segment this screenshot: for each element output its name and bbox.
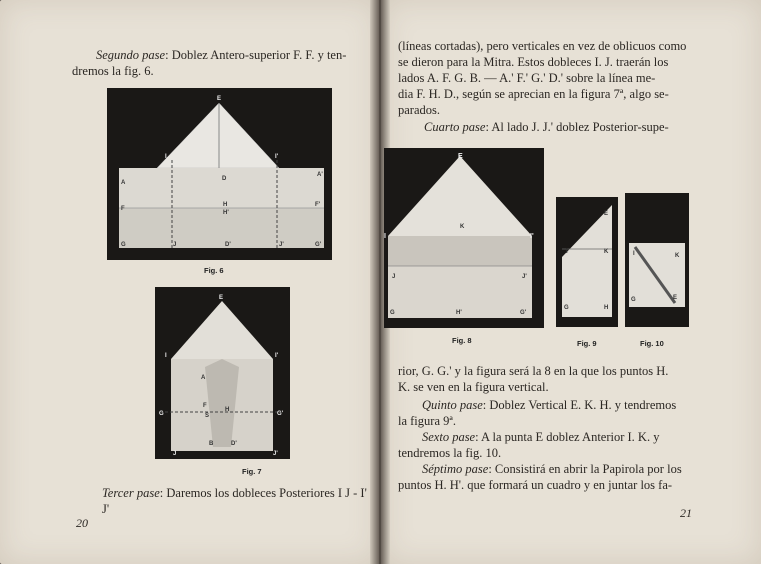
figure-6-photo [107,88,332,260]
svg-text:K: K [460,224,465,230]
figure-8-drawing [384,148,544,328]
svg-text:E: E [217,96,222,102]
septimo-pase-paragraph [398,461,690,493]
svg-text:H: H [225,407,230,413]
left-page [0,0,378,564]
figure-8-photo [384,148,544,328]
svg-text:J': J' [522,274,527,280]
svg-text:G': G' [277,411,284,417]
svg-text:D': D' [225,242,231,248]
svg-text:I: I [165,353,167,359]
figure-10-caption: Fig. 10 [640,339,664,348]
figure-7-caption: Fig. 7 [242,467,262,476]
svg-text:E: E [219,295,224,301]
svg-text:H': H' [223,210,229,216]
figure-9-drawing [556,197,618,327]
svg-text:J: J [173,242,177,248]
segundo-pase-paragraph [96,47,362,63]
svg-text:G': G' [520,310,527,316]
svg-text:I': I' [275,154,279,160]
right-line-2: se dieron para la Mitra. Estos dobleces I. J. traerán los [398,55,669,69]
quinto-pase-text: : Doblez Vertical E. K. H. y tendremos [482,398,677,412]
segundo-pase-line2: dremos la fig. 6. [72,64,154,78]
svg-text:G: G [564,305,569,311]
figure-7-photo [155,287,290,459]
cuarto-pase-paragraph [424,119,692,135]
septimo-pase-text: : Consistirá en abrir la Papirola por los [488,462,682,476]
right-line-1: (líneas cortadas), pero verticales en vez de oblicuos como [398,39,687,53]
svg-text:D': D' [231,441,237,447]
svg-text:G': G' [315,242,322,248]
svg-text:A': A' [317,172,323,178]
svg-text:I': I' [530,233,534,240]
svg-text:E: E [458,153,463,160]
septimo-pase-line2: puntos H. H'. que formará un cuadro y en juntar los fa- [398,478,673,492]
svg-text:A: A [121,180,126,186]
svg-text:H: H [223,202,228,208]
svg-text:H: H [604,305,609,311]
svg-text:D: D [222,176,227,182]
figure-9-caption: Fig. 9 [577,339,597,348]
septimo-pase-label: Séptimo pase [422,462,489,476]
right-line-4: dia F. H. D., según se aprecian en la figura 7ª, algo se- [398,87,669,101]
figure-9-photo [556,197,618,327]
svg-text:B: B [209,441,214,447]
svg-text:G: G [159,411,164,417]
left-page-number: 20 [76,516,88,530]
quinto-pase-paragraph [398,397,690,429]
svg-text:G: G [121,242,126,248]
figure-8-caption: Fig. 8 [452,336,472,345]
tercer-pase-label: Tercer pase [102,486,160,500]
quinto-pase-line2: la figura 9ª. [398,414,456,428]
svg-text:A: A [201,375,206,381]
tercer-pase-paragraph [102,485,372,517]
figure-6-caption: Fig. 6 [204,266,224,275]
svg-text:F: F [121,206,125,212]
quinto-pase-label: Quinto pase [422,398,483,412]
svg-text:E: E [673,295,678,301]
figure-10-drawing [625,193,689,327]
sexto-pase-line2: tendremos la fig. 10. [398,446,502,460]
right-top-text [398,38,690,118]
sexto-pase-text: : A la punta E doblez Anterior I. K. y [475,430,660,444]
svg-text:J: J [173,451,177,457]
svg-text:I: I [566,249,568,255]
svg-text:E: E [604,211,609,217]
svg-text:F: F [203,403,207,409]
segundo-pase-text: : Doblez Antero-superior F. F. y ten- [165,48,347,62]
figure-6-drawing [107,88,332,260]
right-page-number: 21 [680,506,692,520]
svg-text:S: S [205,413,210,419]
svg-text:I: I [165,154,167,160]
right-mid-line-2: K. se ven en la figura vertical. [398,380,549,394]
svg-text:K: K [604,249,609,255]
svg-text:J: J [392,274,396,280]
svg-text:I': I' [275,353,279,359]
right-mid-line-1: rior, G. G.' y la figura será la 8 en la que los puntos H. [398,364,669,378]
segundo-pase-label: Segundo pase [96,48,166,62]
sexto-pase-label: Sexto pase [422,430,476,444]
right-line-5: parados. [398,103,440,117]
svg-text:I: I [633,251,635,257]
svg-text:I: I [384,233,386,240]
right-line-3: lados A. F. G. B. — A.' F.' G.' D.' sobre la línea me- [398,71,656,85]
cuarto-pase-text: : Al lado J. J.' doblez Posterior-supe- [485,120,669,134]
svg-text:K: K [675,253,680,259]
svg-text:J': J' [279,242,284,248]
svg-text:G: G [390,310,395,316]
svg-text:G: G [631,297,636,303]
figure-7-drawing [155,287,290,459]
svg-text:J': J' [273,451,278,457]
svg-text:H': H' [456,310,462,316]
right-mid-text [398,363,690,395]
figure-10-photo [625,193,689,327]
svg-text:F': F' [315,202,321,208]
sexto-pase-paragraph [398,429,690,461]
cuarto-pase-label: Cuarto pase [424,120,486,134]
tercer-pase-text: : Daremos los dobleces Posteriores I J - I' J' [102,486,367,516]
